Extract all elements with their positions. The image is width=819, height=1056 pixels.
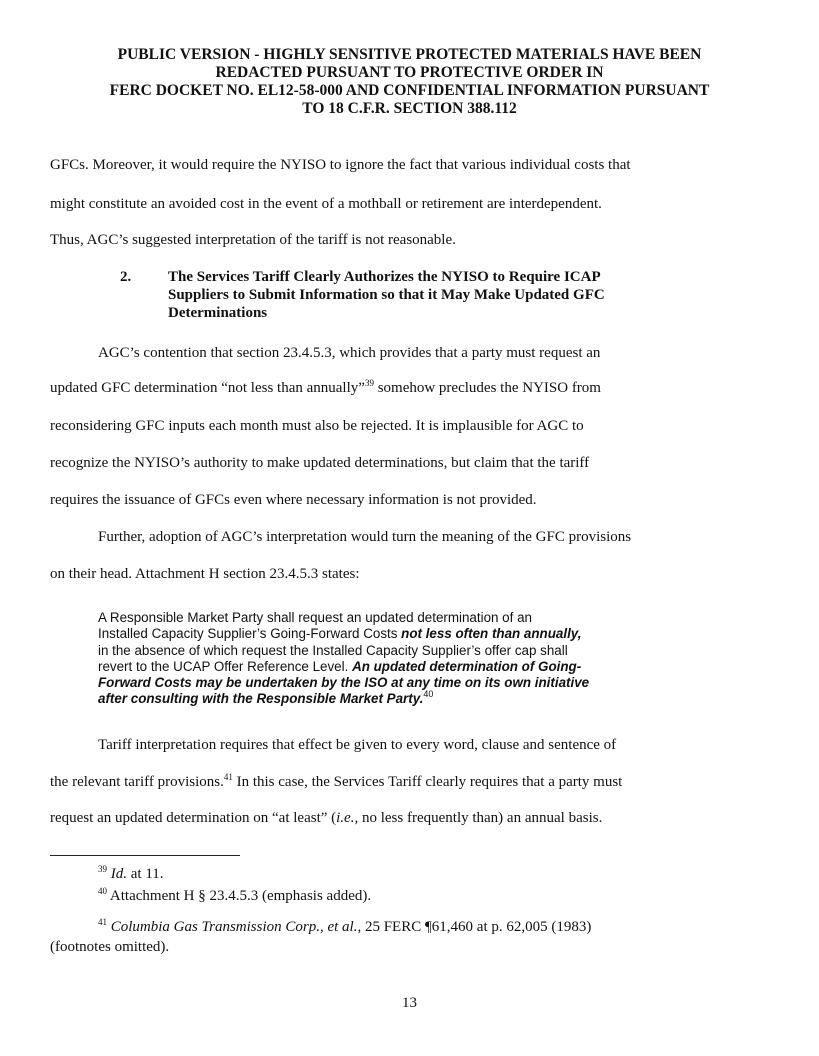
para2-line-2: on their head. Attachment H section 23.4.5.3 states:: [50, 566, 360, 582]
quote-line-3: in the absence of which request the Installed Capacity Supplier’s offer cap shall: [98, 642, 568, 658]
footnote-ref-39: 39: [364, 378, 374, 388]
footnote-41: $^{41}$ Columbia Gas Transmission Corp., et al., 25 FERC ¶61,460 at p. 62,005 (1983): [98, 917, 592, 935]
intro-line-1: GFCs. Moreover, it would require the NYISO to ignore the fact that various individual costs that: [50, 157, 631, 173]
quote-line-5: Forward Costs may be undertaken by the ISO at any time on its own initiative: [98, 675, 590, 691]
para1-line-2: updated GFC determination “not less than annually”$^{39}$ somehow precludes the NYISO from: [50, 378, 601, 396]
para1-line-1: AGC’s contention that section 23.4.5.3, which provides that a party must request an: [98, 345, 601, 361]
block-quote: [98, 610, 698, 708]
para2-line-1: Further, adoption of AGC’s interpretation would turn the meaning of the GFC provisions: [98, 529, 632, 545]
section-heading-line-1: The Services Tariff Clearly Authorizes the NYISO to Require ICAP: [168, 269, 601, 285]
footnote-divider: [50, 855, 240, 856]
header-line-3: FERC DOCKET NO. EL12-58-000 AND CONFIDENTIAL INFORMATION PURSUANT: [109, 82, 710, 99]
para1-line-4: recognize the NYISO’s authority to make updated determinations, but claim that the tariff: [50, 455, 590, 471]
header-line-2: REDACTED PURSUANT TO PROTECTIVE ORDER IN: [215, 64, 604, 81]
para3-line-1: Tariff interpretation requires that effect be given to every word, clause and sentence of: [98, 737, 617, 753]
footnote-ref-40: 40: [423, 689, 434, 700]
para3-line-2: the relevant tariff provisions.$^{41}$ In this case, the Services Tariff clearly requires that a party must: [50, 772, 623, 790]
quote-line-1: A Responsible Market Party shall request an updated determination of an: [98, 610, 532, 625]
footnote-41-continuation: (footnotes omitted).: [50, 939, 170, 955]
footnote-39: $^{39}$ Id. at 11.: [98, 864, 164, 882]
intro-line-2: might constitute an avoided cost in the event of a mothball or retirement are interdependent.: [50, 196, 602, 212]
para1-line-5: requires the issuance of GFCs even where necessary information is not provided.: [50, 492, 537, 508]
quote-line-4: revert to the UCAP Offer Reference Level. An updated determination of Going-: [98, 658, 582, 674]
page-number: 13: [402, 995, 417, 1011]
footnote-40: $^{40}$ Attachment H § 23.4.5.3 (emphasis added).: [98, 886, 372, 904]
section-heading-line-2: Suppliers to Submit Information so that it May Make Updated GFC: [168, 287, 605, 303]
quote-line-6: after consulting with the Responsible Market Party.$^{40}$: [98, 689, 434, 707]
footnote-ref-41: 41: [223, 772, 233, 782]
para3-line-3: request an updated determination on “at least” (i.e., no less frequently than) an annual basis.: [50, 810, 603, 826]
quote-line-2: Installed Capacity Supplier’s Going-Forward Costs not less often than annually,: [98, 626, 582, 642]
intro-line-3: Thus, AGC’s suggested interpretation of the tariff is not reasonable.: [50, 232, 456, 248]
para1-line-3: reconsidering GFC inputs each month must also be rejected. It is implausible for AGC to: [50, 418, 584, 434]
header-line-4: TO 18 C.F.R. SECTION 388.112: [302, 100, 517, 117]
section-number: 2.: [120, 269, 132, 285]
header-line-1: PUBLIC VERSION - HIGHLY SENSITIVE PROTECTED MATERIALS HAVE BEEN: [117, 46, 702, 63]
public-version-header: [40, 46, 779, 118]
section-heading-line-3: Determinations: [168, 305, 268, 321]
